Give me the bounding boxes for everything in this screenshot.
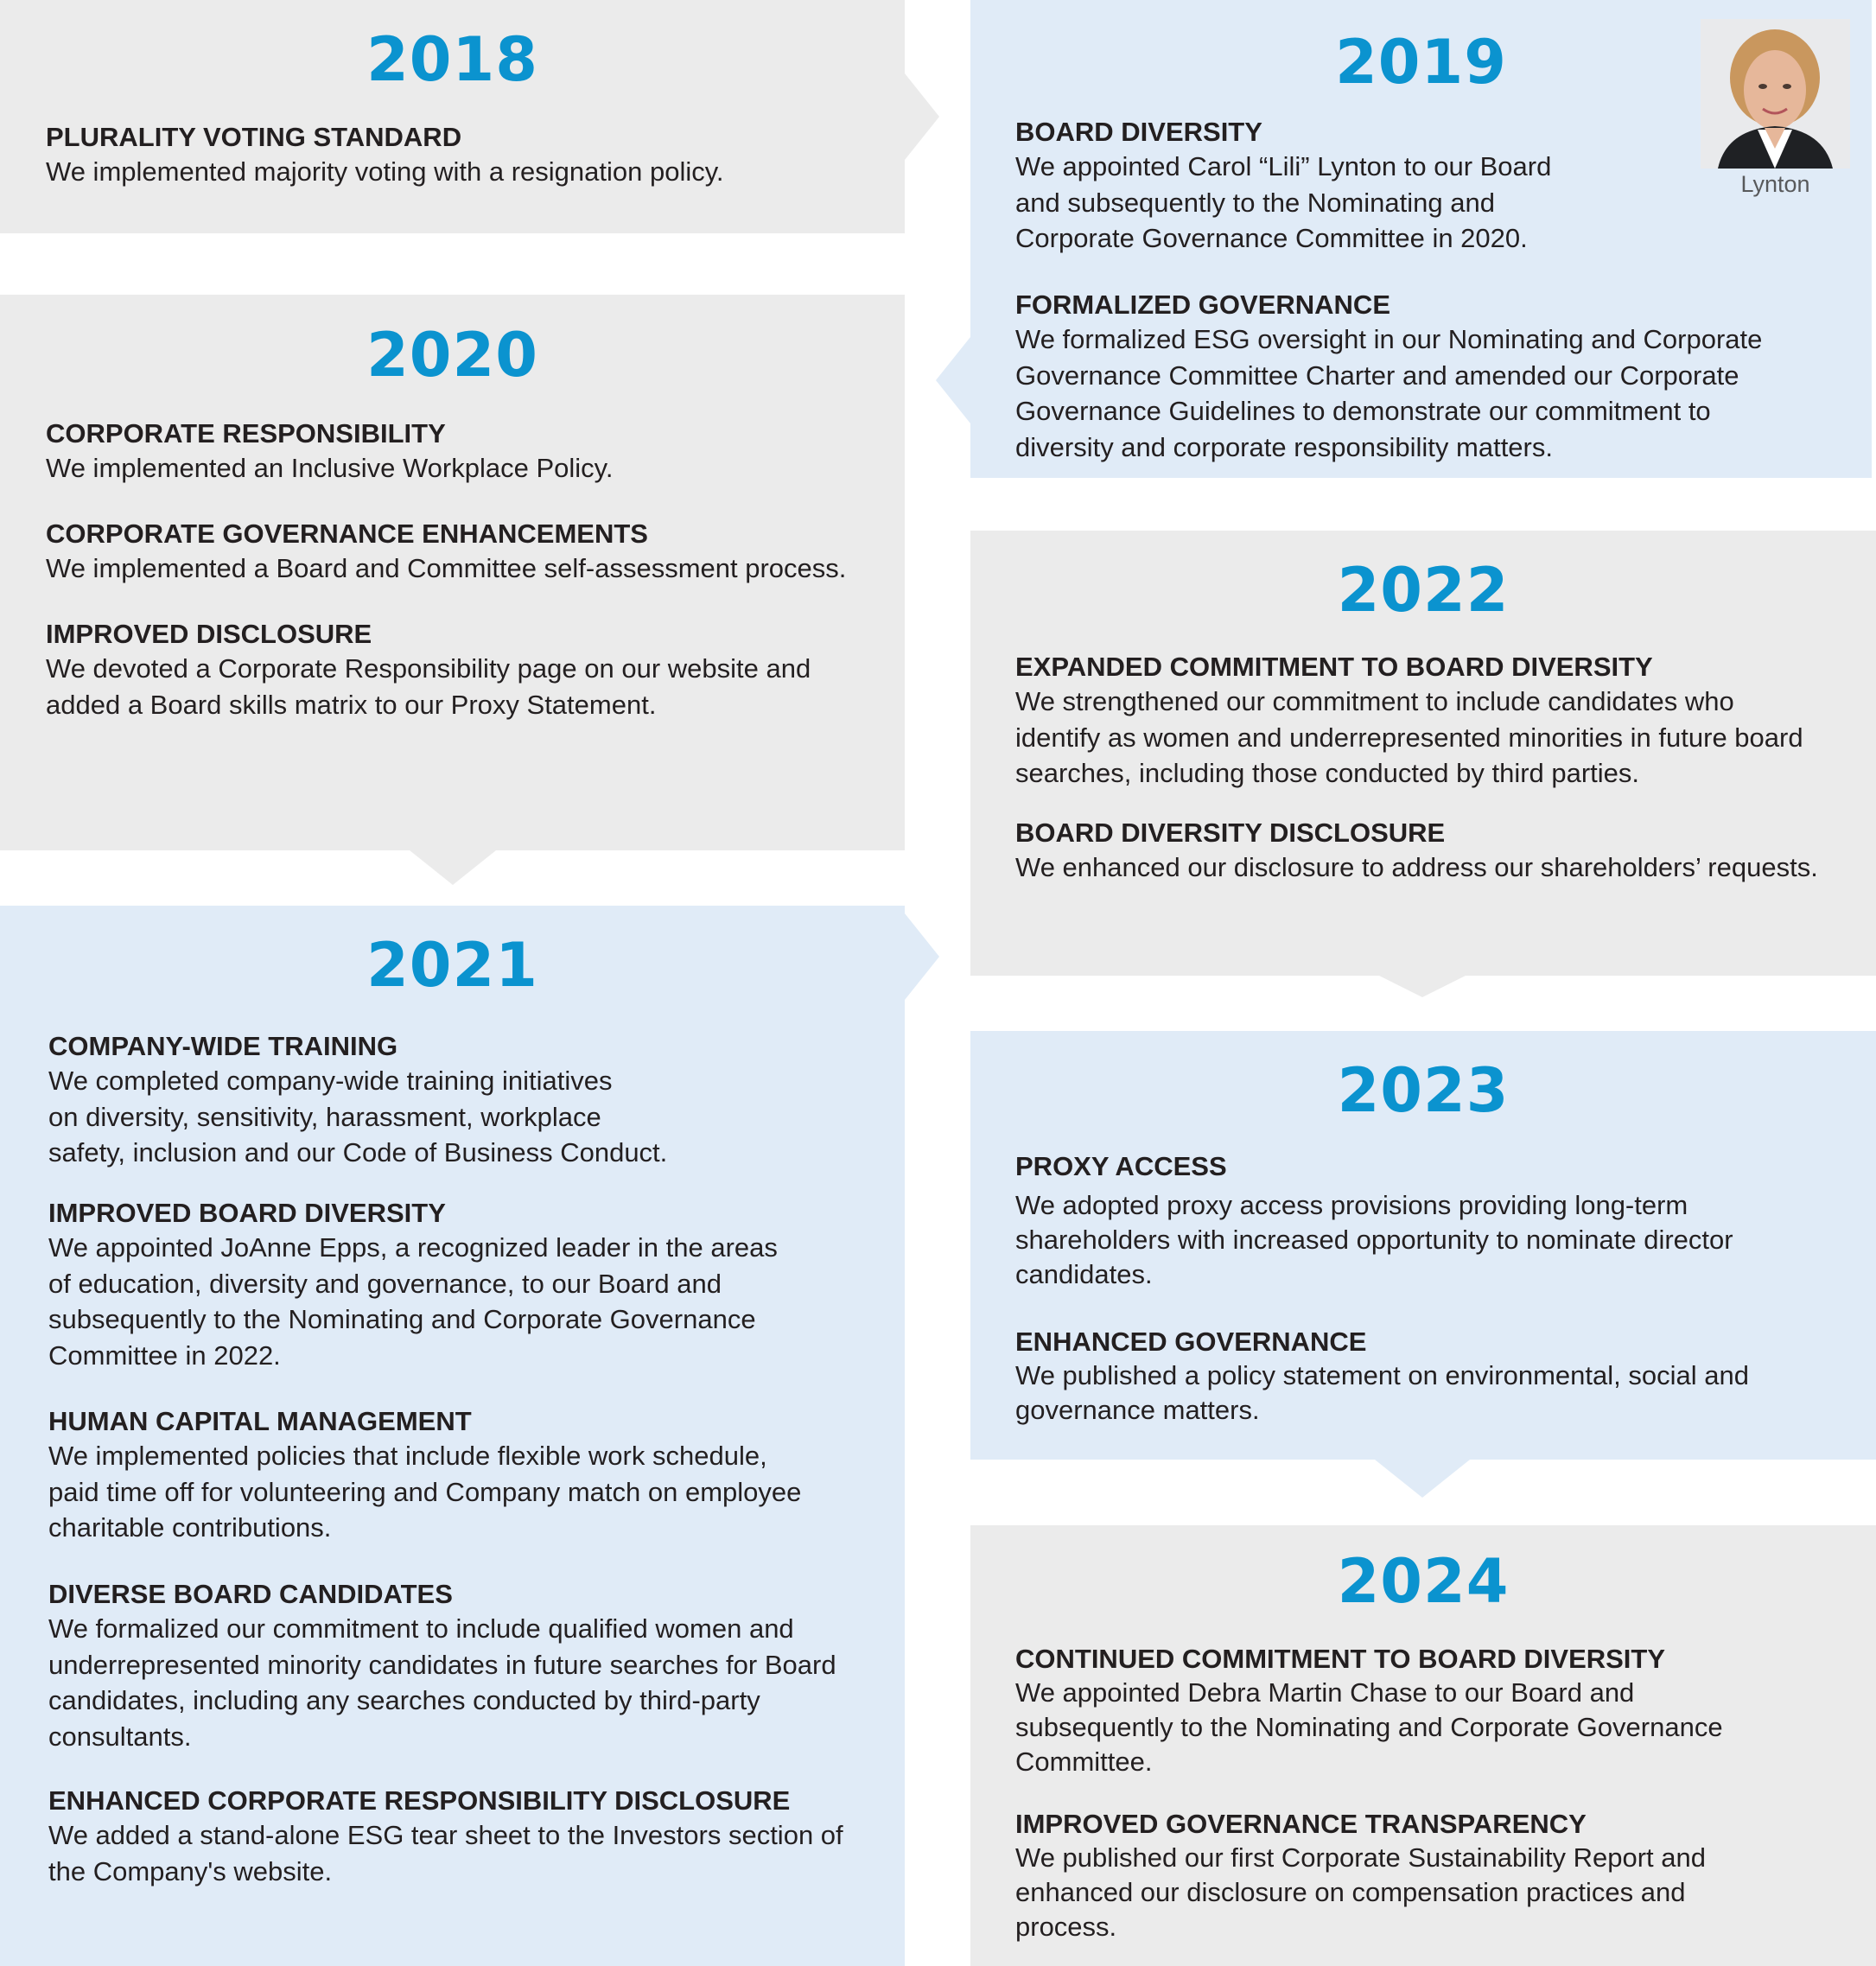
item-text-line: Committee. bbox=[1015, 1746, 1153, 1777]
item-text-line: candidates, including any searches conducted by third-party bbox=[48, 1685, 760, 1715]
item-heading: COMPANY-WIDE TRAINING bbox=[48, 1031, 398, 1061]
item-text-line: diversity and corporate responsibility matters. bbox=[1015, 431, 1553, 462]
timeline-item bbox=[46, 518, 846, 587]
item-text-line: We published a policy statement on environmental, social and bbox=[1015, 1360, 1749, 1390]
item-text-line: shareholders with increased opportunity to nominate director bbox=[1015, 1225, 1733, 1255]
item-heading: FORMALIZED GOVERNANCE bbox=[1015, 289, 1390, 320]
year-heading-2018: 2018 bbox=[366, 24, 538, 95]
item-text-line: We appointed JoAnne Epps, a recognized leader in the areas bbox=[48, 1232, 778, 1263]
item-text-line: We formalized ESG oversight in our Nominating and Corporate bbox=[1015, 324, 1763, 354]
item-text-line: subsequently to the Nominating and Corporate Governance bbox=[48, 1304, 756, 1334]
timeline-item bbox=[46, 618, 811, 722]
item-text-line: We adopted proxy access provisions providing long-term bbox=[1015, 1190, 1688, 1220]
timeline-item bbox=[48, 1578, 836, 1754]
item-text-line: We enhanced our disclosure to address our shareholders’ requests. bbox=[1015, 852, 1818, 882]
timeline-item bbox=[1015, 1808, 1706, 1944]
timeline-item bbox=[48, 1030, 667, 1171]
item-heading: HUMAN CAPITAL MANAGEMENT bbox=[48, 1406, 472, 1436]
item-text-line: of education, diversity and governance, to our Board and bbox=[48, 1268, 722, 1299]
item-heading: IMPROVED GOVERNANCE TRANSPARENCY bbox=[1015, 1809, 1587, 1839]
item-heading: CORPORATE GOVERNANCE ENHANCEMENTS bbox=[46, 519, 648, 549]
item-heading: CONTINUED COMMITMENT TO BOARD DIVERSITY bbox=[1015, 1644, 1666, 1674]
item-text-line: safety, inclusion and our Code of Business Conduct. bbox=[48, 1137, 668, 1168]
timeline-item bbox=[48, 1197, 778, 1373]
item-heading: ENHANCED CORPORATE RESPONSIBILITY DISCLOSURE bbox=[48, 1785, 791, 1816]
item-heading: PROXY ACCESS bbox=[1015, 1151, 1227, 1181]
item-text-line: underrepresented minority candidates in future searches for Board bbox=[48, 1649, 836, 1680]
item-text-line: added a Board skills matrix to our Proxy Statement. bbox=[46, 689, 657, 720]
item-text-line: We strengthened our commitment to include candidates who bbox=[1015, 686, 1734, 716]
item-heading: CORPORATE RESPONSIBILITY bbox=[46, 418, 446, 449]
item-text: We implemented an Inclusive Workplace Policy. bbox=[46, 453, 614, 483]
arrow-down-2022 bbox=[1379, 976, 1466, 997]
timeline-item bbox=[46, 417, 613, 487]
item-heading: BOARD DIVERSITY DISCLOSURE bbox=[1015, 818, 1446, 848]
timeline-item bbox=[1015, 817, 1818, 886]
photo-caption: Lynton bbox=[1740, 171, 1810, 197]
year-card-2024 bbox=[970, 1525, 1876, 1966]
item-text-line: and subsequently to the Nominating and bbox=[1015, 187, 1495, 218]
item-text-line: on diversity, sensitivity, harassment, workplace bbox=[48, 1101, 601, 1132]
item-text-line: We appointed Debra Martin Chase to our Board and bbox=[1015, 1677, 1635, 1708]
item-text: We implemented majority voting with a resignation policy. bbox=[46, 156, 724, 187]
arrow-right-2021 bbox=[905, 913, 939, 1000]
item-heading: IMPROVED BOARD DIVERSITY bbox=[48, 1198, 446, 1228]
item-text-line: governance matters. bbox=[1015, 1395, 1260, 1425]
item-text-line: enhanced our disclosure on compensation practices and bbox=[1015, 1877, 1686, 1907]
item-text-line: We appointed Carol “Lili” Lynton to our Board bbox=[1015, 151, 1552, 181]
year-heading-2023: 2023 bbox=[1337, 1055, 1510, 1126]
item-text-line: the Company's website. bbox=[48, 1855, 333, 1886]
arrow-down-2023 bbox=[1375, 1460, 1470, 1498]
year-card-2023 bbox=[970, 1031, 1876, 1460]
portrait-photo-lynton bbox=[1701, 19, 1850, 169]
timeline-item bbox=[1015, 1326, 1749, 1428]
item-text: We implemented a Board and Committee self-assessment process. bbox=[46, 553, 847, 583]
item-text-line: subsequently to the Nominating and Corporate Governance bbox=[1015, 1712, 1723, 1742]
year-heading-2022: 2022 bbox=[1337, 555, 1510, 626]
year-heading-2020: 2020 bbox=[366, 320, 538, 391]
item-text-line: We formalized our commitment to include qualified women and bbox=[48, 1613, 794, 1644]
arrow-right-2018 bbox=[905, 73, 939, 160]
year-card-2022 bbox=[970, 531, 1876, 976]
timeline-item bbox=[1015, 1150, 1733, 1292]
item-heading: PLURALITY VOTING STANDARD bbox=[46, 122, 462, 152]
item-text-line: We added a stand-alone ESG tear sheet to the Investors section of bbox=[48, 1820, 843, 1850]
item-text-line: process. bbox=[1015, 1912, 1117, 1942]
year-heading-2019: 2019 bbox=[1335, 27, 1507, 98]
item-text-line: We devoted a Corporate Responsibility page on our website and bbox=[46, 653, 811, 684]
timeline-item bbox=[48, 1785, 843, 1889]
item-heading: BOARD DIVERSITY bbox=[1015, 117, 1262, 147]
item-text-line: paid time off for volunteering and Company match on employee bbox=[48, 1476, 802, 1507]
timeline-item bbox=[1015, 651, 1803, 792]
year-card-2018 bbox=[0, 0, 905, 233]
year-heading-2021: 2021 bbox=[366, 930, 538, 1001]
item-text-line: Governance Guidelines to demonstrate our commitment to bbox=[1015, 396, 1711, 426]
item-heading: ENHANCED GOVERNANCE bbox=[1015, 1327, 1367, 1357]
item-text-line: Governance Committee Charter and amended our Corporate bbox=[1015, 359, 1739, 391]
timeline-item bbox=[48, 1405, 801, 1546]
item-text-line: Committee in 2022. bbox=[48, 1339, 281, 1371]
item-text-line: candidates. bbox=[1015, 1259, 1153, 1289]
item-heading: DIVERSE BOARD CANDIDATES bbox=[48, 1579, 453, 1609]
item-text-line: We published our first Corporate Sustainability Report and bbox=[1015, 1842, 1706, 1873]
year-heading-2024: 2024 bbox=[1337, 1546, 1510, 1617]
item-text-line: charitable contributions. bbox=[48, 1512, 332, 1543]
year-card-2021 bbox=[0, 906, 905, 1966]
item-text-line: identify as women and underrepresented minorities in future board bbox=[1015, 722, 1803, 753]
timeline-item bbox=[46, 121, 724, 190]
arrow-left-2019 bbox=[936, 337, 970, 423]
item-text-line: We completed company-wide training initiatives bbox=[48, 1066, 613, 1096]
item-text-line: Corporate Governance Committee in 2020. bbox=[1015, 223, 1528, 253]
item-heading: IMPROVED DISCLOSURE bbox=[46, 619, 372, 649]
item-text-line: consultants. bbox=[48, 1721, 192, 1752]
item-heading: EXPANDED COMMITMENT TO BOARD DIVERSITY bbox=[1015, 652, 1653, 682]
arrow-down-2020 bbox=[410, 850, 496, 885]
timeline-item bbox=[1015, 1643, 1723, 1779]
timeline-item bbox=[1015, 116, 1551, 257]
year-card-2020 bbox=[0, 295, 905, 850]
portrait-illustration bbox=[1701, 19, 1850, 169]
item-text-line: searches, including those conducted by third parties. bbox=[1015, 758, 1640, 788]
item-text-line: We implemented policies that include flexible work schedule, bbox=[48, 1441, 767, 1471]
timeline-item bbox=[1015, 289, 1762, 465]
